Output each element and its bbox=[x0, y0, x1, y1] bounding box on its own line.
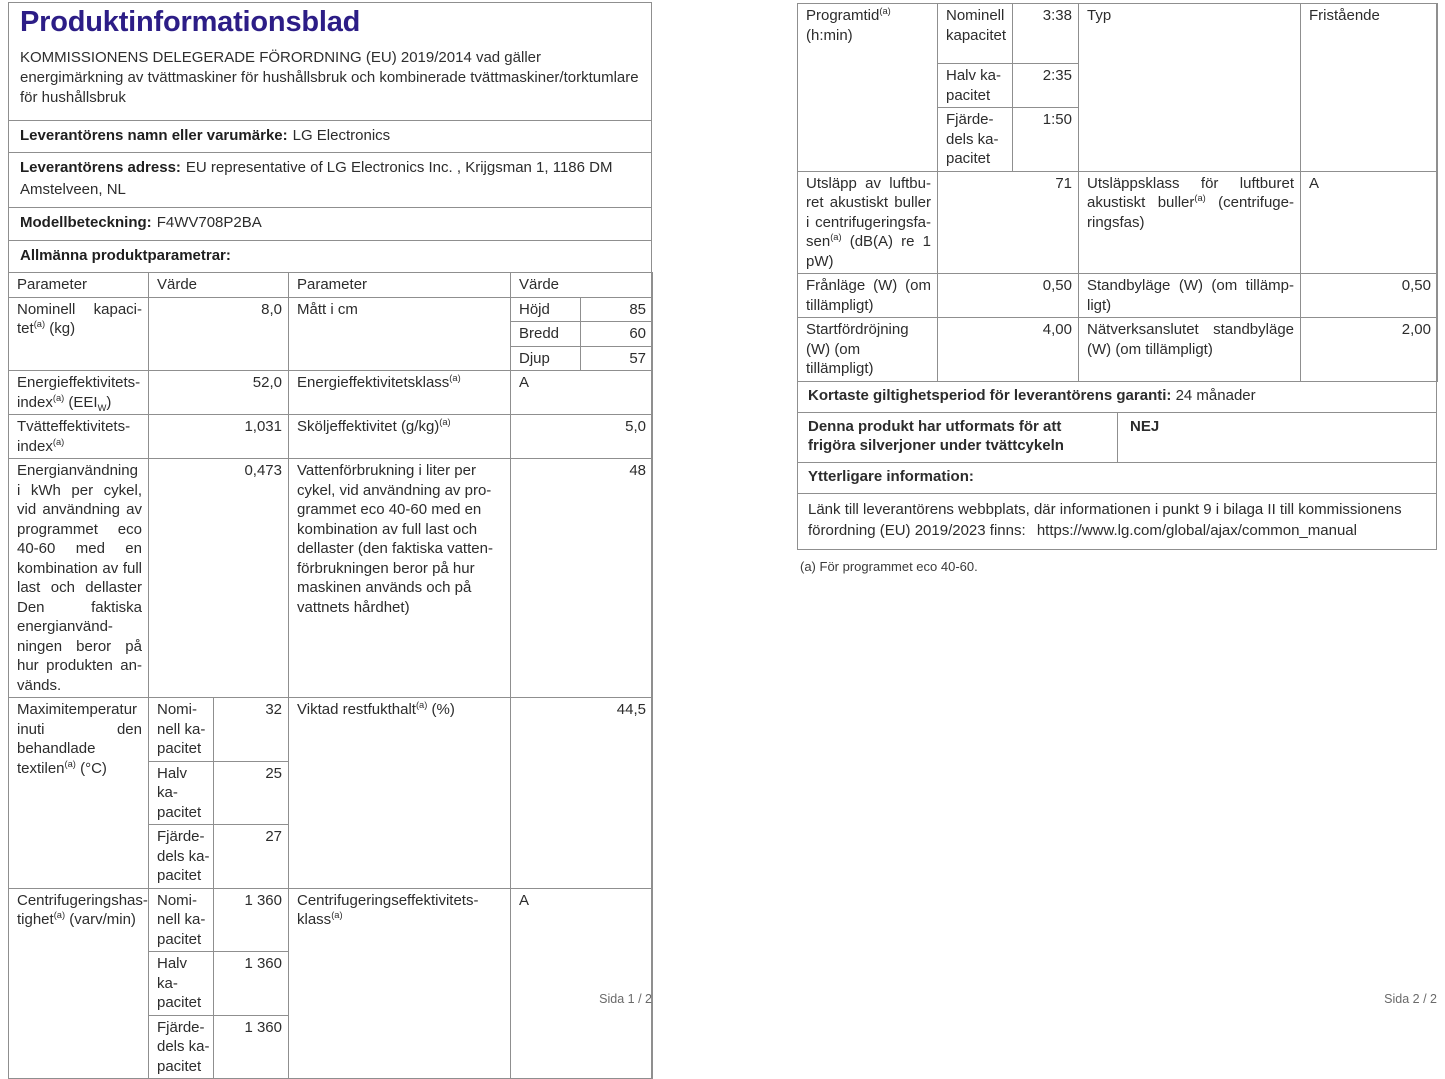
temp-value-nominal: 32 bbox=[214, 698, 289, 762]
header-value-2: Värde bbox=[511, 273, 653, 298]
additional-info-label: Ytterligare information: bbox=[808, 467, 974, 485]
main-table-page1 bbox=[8, 272, 653, 1079]
spin-value-nominal: 1 360 bbox=[214, 888, 289, 952]
page-2-wrapper bbox=[797, 3, 1437, 576]
capacity-label-half: Halv kapacitet bbox=[149, 761, 214, 825]
dim-value-width: 60 bbox=[581, 322, 653, 347]
table-row-spin-speed bbox=[9, 888, 653, 952]
warranty-label: Kortaste giltighetsperiod för leverantörens garanti: bbox=[808, 386, 1172, 404]
dim-label-depth: Djup bbox=[511, 346, 581, 371]
header-value-1: Värde bbox=[149, 273, 289, 298]
supplier-name-label: Leverantörens namn eller varumärke: bbox=[20, 126, 288, 144]
value-delay-start: 4,00 bbox=[938, 318, 1079, 382]
page1-footer: Sida 1 / 2 bbox=[599, 992, 652, 1006]
capacity-label-half: Halv kapacitet bbox=[938, 64, 1013, 108]
dim-value-depth: 57 bbox=[581, 346, 653, 371]
dim-label-height: Höjd bbox=[511, 297, 581, 322]
table-row-max-temperature bbox=[9, 698, 653, 762]
value-networked-standby: 2,00 bbox=[1301, 318, 1438, 382]
table-row-energy-efficiency bbox=[9, 371, 653, 415]
param-rinsing-effectiveness: Sköljeffektivitet $(g/kg)^{(a)}$ bbox=[289, 415, 511, 459]
supplier-address-value: EU representative of LG Electronics Inc. , Krijgsman 1, 1186 DM Amstelveen, NL bbox=[20, 159, 613, 199]
param-delay-start: Startfördröjning (W) (om tillämpligt) bbox=[798, 318, 938, 382]
table-row-noise bbox=[798, 171, 1438, 274]
supplier-link-text: Länk till leverantörens webbplats, där informationen i punkt 9 i bilaga II till kommissionens förordning (EU) 2019/2023 finns: bbox=[808, 501, 1402, 539]
info-row-model bbox=[9, 207, 651, 240]
spin-value-half: 1 360 bbox=[214, 952, 289, 1016]
table-row-delay-start bbox=[798, 318, 1438, 382]
table-row-washing-efficiency bbox=[9, 415, 653, 459]
supplier-link-row bbox=[798, 494, 1436, 549]
page-1 bbox=[8, 2, 652, 1078]
value-energy-efficiency-index: 52,0 bbox=[149, 371, 289, 415]
header-parameter-2: Parameter bbox=[289, 273, 511, 298]
param-residual-moisture: Viktad restfukthalt$^{(a)}$ (%) bbox=[289, 698, 511, 889]
value-water-consumption: 48 bbox=[511, 459, 653, 698]
value-nominal-capacity: 8,0 bbox=[149, 297, 289, 371]
page-2 bbox=[797, 3, 1437, 550]
value-noise-class: A bbox=[1301, 171, 1438, 274]
capacity-label-nominal: Nominell kapacitet bbox=[149, 888, 214, 952]
silver-ions-value: NEJ bbox=[1130, 417, 1160, 435]
title-block bbox=[9, 3, 651, 120]
additional-info-row bbox=[798, 463, 1436, 494]
info-row-general-params bbox=[9, 240, 651, 273]
param-spin-speed: Centrifugeringshastighet$^{(a)}$ (varv/min) bbox=[9, 888, 149, 1079]
table-row-programme-duration bbox=[798, 4, 1438, 64]
duration-value-half: 2:35 bbox=[1013, 64, 1079, 108]
param-type: Typ bbox=[1079, 4, 1301, 172]
param-max-temperature: Maximitemperatur inuti den behandlade textilen$^{(a)}$ (°C) bbox=[9, 698, 149, 889]
footnote-eco-programme: (a) För programmet eco 40-60. bbox=[800, 559, 978, 574]
value-spin-class: A bbox=[511, 888, 653, 1079]
value-airborne-noise: 71 bbox=[938, 171, 1079, 274]
value-residual-moisture: 44,5 bbox=[511, 698, 653, 889]
table-row-capacity-dimensions bbox=[9, 297, 653, 322]
info-row-supplier-address bbox=[9, 152, 651, 207]
info-row-supplier-name bbox=[9, 120, 651, 153]
param-dimensions: Mått i cm bbox=[289, 297, 511, 371]
supplier-link-url[interactable]: https://www.lg.com/global/ajax/common_manual bbox=[1036, 522, 1357, 539]
temp-value-half: 25 bbox=[214, 761, 289, 825]
capacity-label-half: Halv kapacitet bbox=[149, 952, 214, 1016]
param-off-mode: Frånläge (W) (om tillämpligt) bbox=[798, 274, 938, 318]
silver-ions-label: Denna produkt har utformats för att frigöra silverjoner under tvättcykeln bbox=[798, 413, 1118, 462]
table-row-consumption bbox=[9, 459, 653, 698]
value-energy-efficiency-class: A bbox=[511, 371, 653, 415]
table-header-row bbox=[9, 273, 653, 298]
general-params-label: Allmänna produktparametrar: bbox=[20, 246, 231, 264]
main-table-page2 bbox=[797, 3, 1438, 382]
model-value: F4WV708P2BA bbox=[156, 213, 262, 231]
model-label: Modellbeteckning: bbox=[20, 213, 152, 231]
param-energy-efficiency-class: Energieffektivitetsklass$^{(a)}$ bbox=[289, 371, 511, 415]
dim-label-width: Bredd bbox=[511, 322, 581, 347]
param-water-consumption: Vattenförbrukning i liter per cykel, vid användning av programmet eco 40-60 med en kombination av full last och dellaster (den faktiska vattenförbrukningen beror på hur maskinen används och på vattnets hårdhet) bbox=[289, 459, 511, 698]
param-washing-efficiency-index: Tvätteffektivitetsindex$^{(a)}$ bbox=[9, 415, 149, 459]
param-energy-consumption: Energianvändning i kWh per cykel, vid användning av programmet eco 40-60 med en kombination av full last och dellaster Den faktiska energianvändningen beror på hur produkten används. bbox=[9, 459, 149, 698]
duration-value-quarter: 1:50 bbox=[1013, 108, 1079, 172]
page2-footer: Sida 2 / 2 bbox=[1384, 992, 1437, 1006]
param-standby-mode: Standbyläge (W) (om tillämpligt) bbox=[1079, 274, 1301, 318]
param-energy-efficiency-index: Energieffektivitetsindex$^{(a)}$ $(EEI_W)$ bbox=[9, 371, 149, 415]
param-airborne-noise: Utsläpp av luftburet akustiskt buller i centrifugeringsfasen$^{(a)}$ (dB(A) re 1 pW) bbox=[798, 171, 938, 274]
spin-value-quarter: 1 360 bbox=[214, 1015, 289, 1079]
table-row-off-mode bbox=[798, 274, 1438, 318]
supplier-address-label: Leverantörens adress: bbox=[20, 159, 181, 177]
param-networked-standby: Nätverksanslutet standbyläge (W) (om tillämpligt) bbox=[1079, 318, 1301, 382]
dim-value-height: 85 bbox=[581, 297, 653, 322]
value-standby-mode: 0,50 bbox=[1301, 274, 1438, 318]
value-off-mode: 0,50 bbox=[938, 274, 1079, 318]
capacity-label-nominal: Nominell kapacitet bbox=[938, 4, 1013, 64]
param-noise-class: Utsläppsklass för luftburet akustiskt buller$^{(a)}$ (centrifugeringsfas) bbox=[1079, 171, 1301, 274]
supplier-name-value: LG Electronics bbox=[292, 126, 391, 144]
warranty-value: 24 månader bbox=[1175, 386, 1256, 404]
silver-ions-row bbox=[798, 413, 1436, 463]
capacity-label-nominal: Nominell kapacitet bbox=[149, 698, 214, 762]
value-washing-efficiency-index: 1,031 bbox=[149, 415, 289, 459]
header-parameter-1: Parameter bbox=[9, 273, 149, 298]
temp-value-quarter: 27 bbox=[214, 825, 289, 889]
capacity-label-quarter: Fjärdedels kapacitet bbox=[149, 1015, 214, 1079]
value-type: Fristående bbox=[1301, 4, 1438, 172]
value-rinsing-effectiveness: 5,0 bbox=[511, 415, 653, 459]
doc-title: Produktinformationsblad bbox=[20, 6, 361, 38]
warranty-row bbox=[798, 382, 1436, 413]
duration-value-nominal: 3:38 bbox=[1013, 4, 1079, 64]
value-energy-consumption: 0,473 bbox=[149, 459, 289, 698]
param-programme-duration: Programtid$^{(a)}$ (h:min) bbox=[798, 4, 938, 172]
capacity-label-quarter: Fjärdedels kapacitet bbox=[149, 825, 214, 889]
capacity-label-quarter: Fjärdedels kapacitet bbox=[938, 108, 1013, 172]
param-nominal-capacity: Nominell kapacitet$^{(a)}$ (kg) bbox=[9, 297, 149, 371]
regulation-text: KOMMISSIONENS DELEGERADE FÖRORDNING (EU) 2019/2014 vad gäller energimärkning av tvättmaskiner för hushållsbruk och kombinerade tvättmaskiner/torktumlare för hushållsbruk bbox=[20, 48, 639, 107]
param-spin-class: Centrifugeringseffektivitetsklass$^{(a)}$ bbox=[289, 888, 511, 1079]
